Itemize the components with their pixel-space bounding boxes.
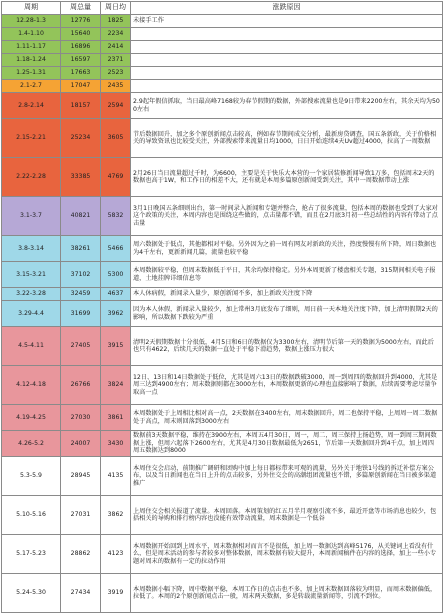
reason-cell: 节后数据回升，加之多个原创新闻点击较高，例如春节期间成交分析，最新房贷调查，国五条新政，关于价格相关的导致资讯也比较受关注，外部搜索带来流量日均1000，日日开始连续4天Uv超过4000，拉高了一周数据 bbox=[131, 119, 443, 158]
daily-cell: 3862 bbox=[101, 496, 131, 535]
total-cell: 15640 bbox=[61, 28, 101, 41]
period-cell: 2.15-2.21 bbox=[2, 119, 61, 158]
daily-cell: 4637 bbox=[101, 288, 131, 301]
reason-cell: 本周数据开始回到上周水平，周末数据相对而言不是很低，加上周一数据达到高峰5176，从关键词上看没有什么，但是周末活动的参与者较多对整体数据，周末数据有较大提升，本周新闻稿件在内容的选择，加上一些小专题对周末的数据有一定的拉动作用 bbox=[131, 535, 443, 574]
table-row bbox=[2, 457, 443, 496]
period-cell: 2.22-2.28 bbox=[2, 158, 61, 197]
period-cell: 3.29-4.4 bbox=[2, 301, 61, 327]
table-row bbox=[2, 405, 443, 431]
period-cell: 5.3-5.9 bbox=[2, 457, 61, 496]
table-row bbox=[2, 236, 443, 262]
daily-cell: 2371 bbox=[101, 54, 131, 67]
daily-cell: 3430 bbox=[101, 431, 131, 457]
reason-cell: 本人休病假，新闻录入量少，原创新闻不多，加上新政关注度下降 bbox=[131, 288, 443, 301]
table-row bbox=[2, 574, 443, 613]
total-cell: 12776 bbox=[61, 15, 101, 28]
reason-cell bbox=[131, 54, 443, 67]
daily-cell: 2414 bbox=[101, 41, 131, 54]
table-row bbox=[2, 288, 443, 301]
header-reason: 涨跌原因 bbox=[131, 2, 443, 15]
reason-cell: 上周住交会相关报道了流量。本周回落。本周策划的红五月半月观察引流不多，最近开盘等市场消息也较少，包括相关的导购和排行榜内容也没能有效带动流量，周末数据是一个低谷 bbox=[131, 496, 443, 535]
table-row bbox=[2, 54, 443, 67]
total-cell: 24007 bbox=[61, 431, 101, 457]
period-cell: 2.1-2.7 bbox=[2, 80, 61, 93]
table-row bbox=[2, 366, 443, 405]
period-cell: 5.24-5.30 bbox=[2, 574, 61, 613]
total-cell: 26766 bbox=[61, 366, 101, 405]
period-cell: 1.4-1.10 bbox=[2, 28, 61, 41]
period-cell: 3.1-3.7 bbox=[2, 197, 61, 236]
table-row bbox=[2, 41, 443, 54]
total-cell: 28945 bbox=[61, 457, 101, 496]
period-cell: 1.18-1.24 bbox=[2, 54, 61, 67]
daily-cell: 4769 bbox=[101, 158, 131, 197]
daily-cell: 2234 bbox=[101, 28, 131, 41]
daily-cell: 5300 bbox=[101, 262, 131, 288]
table-row bbox=[2, 80, 443, 93]
header-daily: 周日均 bbox=[101, 2, 131, 15]
table-row bbox=[2, 67, 443, 80]
table-row bbox=[2, 431, 443, 457]
reason-cell bbox=[131, 41, 443, 54]
reason-cell: 因为本人休假，新闻录入量较少，加上常州3月底发布了细则，周日前一天本地关注度下降，加上清明假期2天的影响，所以数据下跌较为严重 bbox=[131, 301, 443, 327]
daily-cell: 5466 bbox=[101, 236, 131, 262]
period-cell: 1.25-1.31 bbox=[2, 67, 61, 80]
reason-cell: 清明2天假期数据十分很低，4月5日和6日的数据仅为3300左右，清明节后第一天的数据为5000左右，而此后也只有4622，后续几天的数据一直处于平稳下滑趋势，数据上涨压力很大 bbox=[131, 327, 443, 366]
reason-cell: 数据前3天数据平稳，维持在3900左右，本周五4月30日，周一，周二，周三保持上扬趋势，周一到周三期间数据上涨，但周六起落下2600左右，尤其是4月30日数据最低为2651，节后第一天数据回升到4千点，加上周四周五数据达到8000 bbox=[131, 431, 443, 457]
daily-cell: 2435 bbox=[101, 80, 131, 93]
total-cell: 31699 bbox=[61, 301, 101, 327]
table-row bbox=[2, 15, 443, 28]
reason-cell: 本周住交会启动，前期推广调研和团购中加上每日都标带来可观的流量，另外关于地铁1号线的拆迁补偿方案公布，以及当日新闻也在当日上升的点击较多，另外住交会的高潮组团流量也不错，多篇原创新闻在当日被多渠道推广 bbox=[131, 457, 443, 496]
period-cell: 4.19-4.25 bbox=[2, 405, 61, 431]
reason-cell bbox=[131, 28, 443, 41]
reason-cell: 3月1日晚国五条细则出台，第一时间录入新闻和专题并整合，抢占了很多流量，包括本周的数据也受到了大家对这个政策的关注，本周内容也是围绕这些做的，点击量都不错，而且在2月底3月初一些总结性的内容有带动了点击量 bbox=[131, 197, 443, 236]
total-cell: 37102 bbox=[61, 262, 101, 288]
table-body bbox=[2, 15, 443, 613]
period-cell: 2.8-2.14 bbox=[2, 93, 61, 119]
table-row bbox=[2, 327, 443, 366]
total-cell: 25234 bbox=[61, 119, 101, 158]
daily-cell: 4123 bbox=[101, 535, 131, 574]
reason-cell: 未接手工作 bbox=[131, 15, 443, 28]
total-cell: 33385 bbox=[61, 158, 101, 197]
reason-cell: 2.9起年假信抓取，当日最高峰7168较为春节假期的数据，外部搜索流量也是9日带来2200左右，其余天均为500左右 bbox=[131, 93, 443, 119]
total-cell: 16597 bbox=[61, 54, 101, 67]
total-cell: 28862 bbox=[61, 535, 101, 574]
daily-cell: 3824 bbox=[101, 366, 131, 405]
table-row bbox=[2, 158, 443, 197]
reason-cell: 本周数据处于上周相比相对高一点，2天数据在3400左右，周末数据回升，周二也保持平稳，上周周一周二数据处于高点，周末则回落到3000左右 bbox=[131, 405, 443, 431]
daily-cell: 3919 bbox=[101, 574, 131, 613]
daily-cell: 2523 bbox=[101, 67, 131, 80]
total-cell: 40821 bbox=[61, 197, 101, 236]
table-row bbox=[2, 93, 443, 119]
daily-cell: 4135 bbox=[101, 457, 131, 496]
total-cell: 27405 bbox=[61, 327, 101, 366]
reason-cell: 本周数据小幅下降，周中数据平稳，本周工作日的点击也不多，加上周末数据回落较为明显，而周末数据偏低，拉低了。本周的2个原创新闻点击一般，周末两天数据，多是转载流量新闻等，引流不到位。 bbox=[131, 574, 443, 613]
total-cell: 17047 bbox=[61, 80, 101, 93]
daily-cell: 3962 bbox=[101, 301, 131, 327]
daily-cell: 3605 bbox=[101, 119, 131, 158]
period-cell: 5.17-5.23 bbox=[2, 535, 61, 574]
period-cell: 3.15-3.21 bbox=[2, 262, 61, 288]
period-cell: 1.11-1.17 bbox=[2, 41, 61, 54]
table-row bbox=[2, 197, 443, 236]
header-period: 周期 bbox=[2, 2, 61, 15]
daily-cell: 2594 bbox=[101, 93, 131, 119]
daily-cell: 1825 bbox=[101, 15, 131, 28]
period-cell: 5.10-5.16 bbox=[2, 496, 61, 535]
daily-cell: 3861 bbox=[101, 405, 131, 431]
period-cell: 3.22-3.28 bbox=[2, 288, 61, 301]
period-cell: 3.8-3.14 bbox=[2, 236, 61, 262]
reason-cell: 2月26日当日流量超过千时，为6600，主要是关于快乐大本营的一个家居装修新闻导致1万多，包括周末2天的数据也高于1W，和工作日的相差不大，还有就是本周多篇原创新闻受到关注，其中一周数据带动上涨 bbox=[131, 158, 443, 197]
daily-cell: 3915 bbox=[101, 327, 131, 366]
header-row bbox=[2, 2, 443, 15]
reason-cell: 12日、13日和14日数据处于低位，尤其是周六13日的数据跌破3000，周一到周四的数据回升到4000，尤其是周三达到4900左右；周末数据则都在3000左右，本周数据更新的心理也直接影响了数据，后续需要考虑尽量争取高一点 bbox=[131, 366, 443, 405]
total-cell: 16896 bbox=[61, 41, 101, 54]
total-cell: 27434 bbox=[61, 574, 101, 613]
total-cell: 18157 bbox=[61, 93, 101, 119]
reason-cell: 周六数据处于低点，其他都相对平稳。另外因为之前一周有网友对新政的关注，热度慢慢有所下降，周日数据也为4千左右，更新新闻几篇，流量也较平稳 bbox=[131, 236, 443, 262]
reason-cell bbox=[131, 67, 443, 80]
period-cell: 4.26-5.2 bbox=[2, 431, 61, 457]
table-row bbox=[2, 262, 443, 288]
daily-cell: 5832 bbox=[101, 197, 131, 236]
reason-cell bbox=[131, 80, 443, 93]
header-total: 周总量 bbox=[61, 2, 101, 15]
table-row bbox=[2, 28, 443, 41]
total-cell: 27031 bbox=[61, 496, 101, 535]
total-cell: 32459 bbox=[61, 288, 101, 301]
total-cell: 17663 bbox=[61, 67, 101, 80]
total-cell: 27030 bbox=[61, 405, 101, 431]
table-row bbox=[2, 119, 443, 158]
period-cell: 4.5-4.11 bbox=[2, 327, 61, 366]
table-row bbox=[2, 496, 443, 535]
period-cell: 12.28-1.3 bbox=[2, 15, 61, 28]
weekly-traffic-table bbox=[1, 1, 443, 613]
total-cell: 38261 bbox=[61, 236, 101, 262]
reason-cell: 本周数据较平稳，但周末数据低于平日，其余均保持稳定。另外本周更新了楼盘相关专题，315期间相关电子报道，土地挂牌详细信息等 bbox=[131, 262, 443, 288]
table-row bbox=[2, 301, 443, 327]
period-cell: 4.12-4.18 bbox=[2, 366, 61, 405]
table-row bbox=[2, 535, 443, 574]
